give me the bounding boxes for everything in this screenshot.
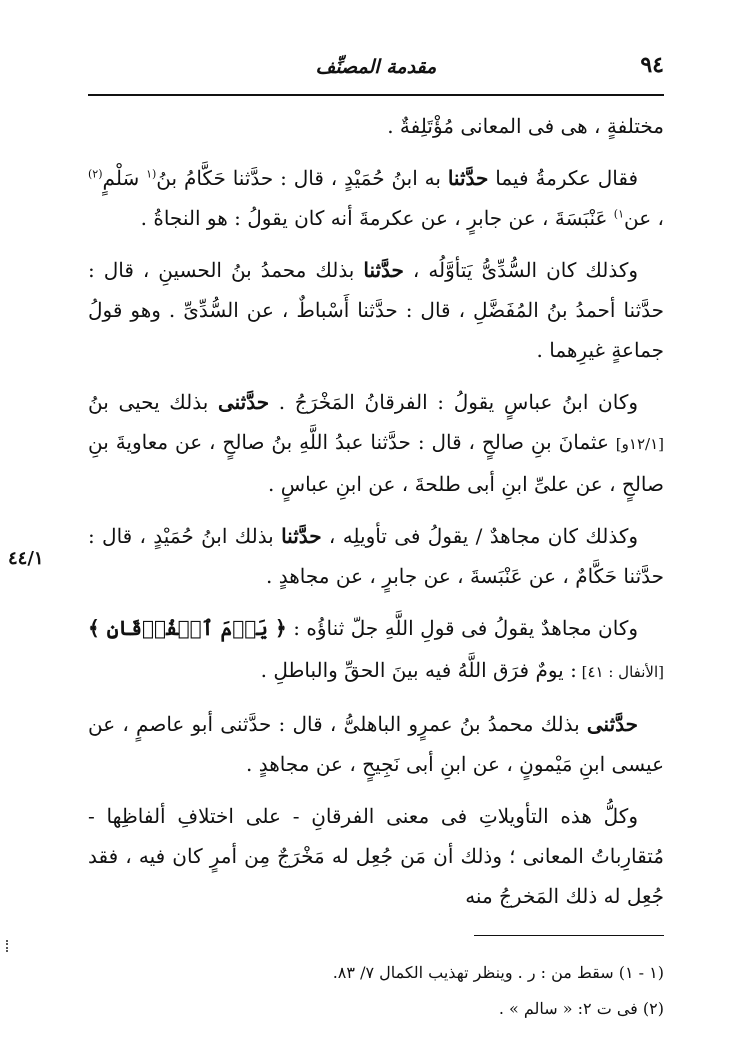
text-run: فقال عكرمةُ فيما xyxy=(488,166,638,190)
text-run: وكذلك كان مجاهدٌ / يقولُ فى تأويلِه ، xyxy=(321,524,638,548)
paragraph-8: وكلُّ هذه التأويلاتِ فى معنى الفرقانِ - على اختلافِ ألفاظِها - مُتقارِباتُ المعانى ؛ وذلك أن مَن جُعِل له مَخْرَجٌ مِن أمرٍ كان فيه ، فقد جُعِل له ذلك المَخرجُ منه xyxy=(88,804,664,908)
page-header xyxy=(88,52,664,92)
main-text xyxy=(88,106,664,928)
text-run: عَنْبَسَةَ ، عن جابرٍ ، عن عكرمةَ أنه كان يقولُ : هو النجاةُ . xyxy=(140,206,614,230)
paragraph-6 xyxy=(88,608,664,692)
text-run: ، عن xyxy=(624,206,664,230)
scan-mark xyxy=(6,940,10,952)
paragraph-3 xyxy=(88,250,664,370)
text-run: سَلْمٍ xyxy=(102,166,147,190)
text-run: بذلك محمدُ بنُ الحسينِ ، قال : حدَّثنا أحمدُ بنُ المُفَضَّلِ ، قال : حدَّثنا أَسْباطٌ ، عن السُّدِّىِّ . وهو قولُ جماعةٍ غيرِهما . xyxy=(88,258,664,362)
paragraph-5 xyxy=(88,516,664,596)
text-run: بذلك يحيى بنُ xyxy=(88,390,218,414)
header-rule xyxy=(88,94,664,96)
text-run: به ابنُ حُمَيْدٍ ، قال : حدَّثنا حَكَّامُ بنُ xyxy=(156,166,448,190)
text-run: وكان مجاهدٌ يقولُ فى قولِ اللَّهِ جلّ ثناؤُه : xyxy=(286,616,639,640)
narration-word: حدَّثنا xyxy=(281,524,322,548)
manuscript-ref: [١٢/١و] xyxy=(615,435,664,453)
footnote-rule xyxy=(474,935,664,936)
narration-word: حدَّثنا xyxy=(363,258,404,282)
narration-word: حدَّثنى xyxy=(217,390,270,414)
text-run: عثمانَ بنِ صالحٍ ، قال : حدَّثنا عبدُ اللَّهِ بنُ صالحٍ ، عن معاويةَ بنِ صالحٍ ، عن علىِّ ابنِ أبى طلحةَ ، عن ابنِ عباسٍ . xyxy=(88,430,664,496)
text-run: وكذلك كان السُّدِّىُّ يَتأوَّلُه ، xyxy=(403,258,638,282)
paragraph-4 xyxy=(88,382,664,504)
narration-word: حدَّثنا xyxy=(447,166,489,190)
paragraph-2 xyxy=(88,158,664,238)
text-run: بذلك ابنُ حُمَيْدٍ ، قال : حدَّثنا حَكَّامٌ ، عن عَنْبَسةَ ، عن جابرٍ ، عن مجاهدٍ . xyxy=(88,524,664,588)
footnote-marker: ١) xyxy=(613,207,625,221)
paragraph-1: مختلفةٍ ، هى فى المعانى مُؤْتَلِفةٌ . xyxy=(387,114,664,138)
text-run: وكان ابنُ عباسٍ يقولُ : الفرقانُ المَخْرَجُ . xyxy=(269,390,639,414)
margin-volume-note: ٤٤/١ xyxy=(8,548,44,569)
paragraph-7 xyxy=(88,704,664,784)
footnote-1: (١ - ١) سقط من : ر . وينظر تهذيب الكمال ٧/ ٨٣. xyxy=(332,963,664,982)
text-run: : يومٌ فرَق اللَّهُ فيه بينَ الحقِّ والباطلِ . xyxy=(260,658,577,682)
footnote-marker: (١ xyxy=(146,167,157,181)
footnotes xyxy=(88,955,664,1027)
page-number: ٩٤ xyxy=(640,52,664,78)
quran-verse: ﴿ يَوۡمَ ٱلۡفُرۡقَانِ ﴾ xyxy=(88,616,287,640)
text-run: بذلك محمدُ بنُ عمرٍو الباهلىُّ ، قال : حدَّثنى أبو عاصمٍ ، عن عيسى ابنِ مَيْمونٍ ، عن ابنِ أبى نَجِيحٍ ، عن مجاهدٍ . xyxy=(88,712,664,776)
running-title: مقدمة المصنِّف xyxy=(315,56,437,78)
surah-ref: [الأنفال : ٤١] xyxy=(576,663,664,681)
footnote-marker: (٢) xyxy=(88,167,103,181)
footnote-2: (٢) فى ت ٢: « سالم » . xyxy=(498,999,664,1018)
narration-word: حدَّثنى xyxy=(586,712,638,736)
